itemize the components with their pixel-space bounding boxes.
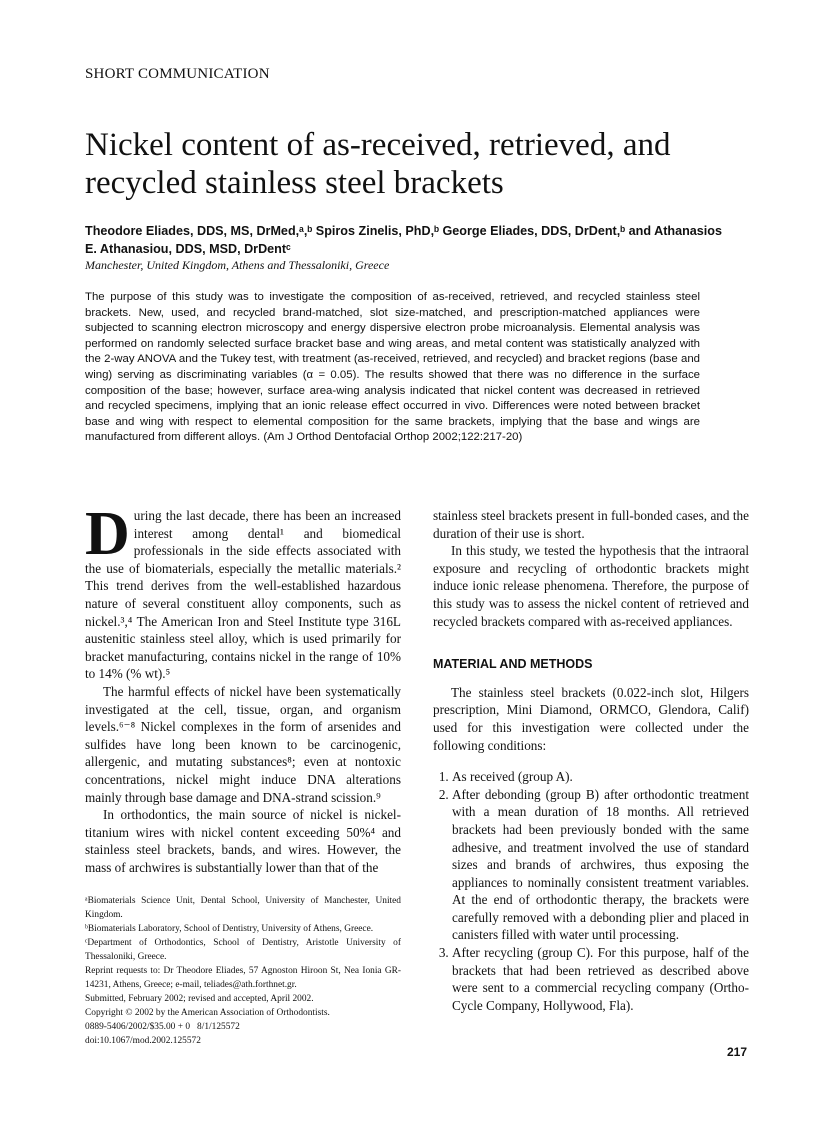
list-item: 3. After recycling (group C). For this purpose, half of the brackets that had been retrieved as described above were sent to a commercial recycling company (Ortho-Cycle Company, Hollywood, Fla). (452, 944, 749, 1014)
page-number: 217 (727, 1045, 748, 1059)
author-affiliation: Manchester, United Kingdom, Athens and Thessaloniki, Greece (85, 258, 390, 272)
footnote: doi:10.1067/mod.2002.125572 (85, 1036, 201, 1046)
footnotes (85, 894, 401, 1048)
footnote: ᶜDepartment of Orthodontics, School of Dentistry, Aristotle University of Thessaloniki, Greece. (85, 938, 401, 962)
list-item: 2. After debonding (group B) after orthodontic treatment with a mean duration of 18 months. All retrieved brackets had been previously bonded with the same adhesive, and treatment involved the use of standard sizes and brands of archwires, thus exposing the appliances to nominally consistent treatment variables. At the end of orthodontic therapy, the brackets were carefully removed with a debonding plier and placed in canisters filled with water until processing. (452, 786, 749, 944)
conditions-list (433, 768, 749, 1014)
list-item: 1. As received (group A). (452, 768, 749, 786)
right-column (433, 507, 749, 1014)
footnote: Copyright © 2002 by the American Association of Orthodontists. (85, 1008, 330, 1018)
footnote: ᵃBiomaterials Science Unit, Dental School, University of Manchester, United Kingdom. (85, 896, 401, 920)
abstract: The purpose of this study was to investigate the composition of as-received, retrieved, and recycled stainless steel brackets. New, used, and recycled brand-matched, slot size-matched, and prescription-matched appliances were subjected to scanning electron microscopy and energy dispersive electron probe microanalysis. Elemental analysis was performed on randomly selected surface bracket base and wing areas, and metal content was statistically analyzed with the 2-way ANOVA and the Tukey test, with treatment (as-received, retrieved, and recycled) and bracket regions (base and wing) serving as discriminating variables (α = 0.05). The results showed that there was no difference in the surface composition of the base; however, surface area-wing analysis indicated that nickel content was decreased in retrieved and recycled specimens, implying that an ionic release effect occurred in vivo. Differences were noted between bracket base and wing with respect to elemental composition for the same brackets, implying that the base and wings are manufactured from different alloys. (Am J Orthod Dentofacial Orthop 2002;122:217-20) (85, 291, 700, 444)
footnote: 0889-5406/2002/$35.00 + 0 8/1/125572 (85, 1022, 240, 1032)
paragraph: In orthodontics, the main source of nickel is nickel-titanium wires with nickel content exceeding 50%⁴ and stainless steel brackets, bands, and wires. However, the mass of archwires is substantially lower than that of the (85, 807, 401, 875)
paragraph: In this study, we tested the hypothesis that the intraoral exposure and recycling of orthodontic brackets might induce ionic release phenomena. Therefore, the purpose of this study was to assess the nickel content of retrieved and recycled brackets compared with as-received appliances. (433, 543, 749, 629)
footnote: Submitted, February 2002; revised and accepted, April 2002. (85, 994, 314, 1004)
article-title: Nickel content of as-received, retrieved, and recycled stainless steel brackets (85, 127, 671, 201)
footnote: Reprint requests to: Dr Theodore Eliades, 57 Agnoston Hiroon St, Nea Ionia GR-14231, Athens, Greece; e-mail, teliades@ath.forthnet.gr. (85, 966, 401, 990)
section-heading-methods: MATERIAL AND METHODS (433, 657, 593, 672)
footnote: ᵇBiomaterials Laboratory, School of Dentistry, University of Athens, Greece. (85, 924, 374, 934)
paragraph-text: uring the last decade, there has been an increased interest among dental¹ and biomedical professionals in the side effects associated with the use of biomaterials, especially the metallic materials.² This trend derives from the well-established hazardous nature of several constituent alloy components, such as nickel.³,⁴ The American Iron and Steel Institute type 316L austenitic stainless steel alloy, which is used primarily for bracket manufacturing, contains nickel in the range of 10% to 14% (% wt).⁵ (85, 508, 401, 682)
drop-cap: D (85, 500, 130, 568)
author-list: Theodore Eliades, DDS, MS, DrMed,ᵃ,ᵇ Spiros Zinelis, PhD,ᵇ George Eliades, DDS, DrDent,ᵇ and Athanasios E. Athanasiou, DDS, MSD, DrDentᶜ (85, 224, 722, 256)
left-column (85, 500, 401, 876)
paragraph: stainless steel brackets present in full-bonded cases, and the duration of their use is short. (433, 508, 749, 541)
section-label: SHORT COMMUNICATION (85, 66, 270, 82)
paragraph: The harmful effects of nickel have been systematically investigated at the cell, tissue, organ, and organism levels.⁶⁻⁸ Nickel complexes in the form of arsenides and sulfides have long been known to be carcinogenic, allergenic, and mutating substances⁸; even at nontoxic concentrations, nickel might induce DNA alterations mainly through base damage and DNA-strand scission.⁹ (85, 683, 401, 805)
intro-paragraph (85, 500, 401, 683)
paragraph: The stainless steel brackets (0.022-inch slot, Hilgers prescription, Mini Diamond, ORMCO, Glendora, Calif) used for this investigation were collected under the following conditions: (433, 684, 749, 753)
